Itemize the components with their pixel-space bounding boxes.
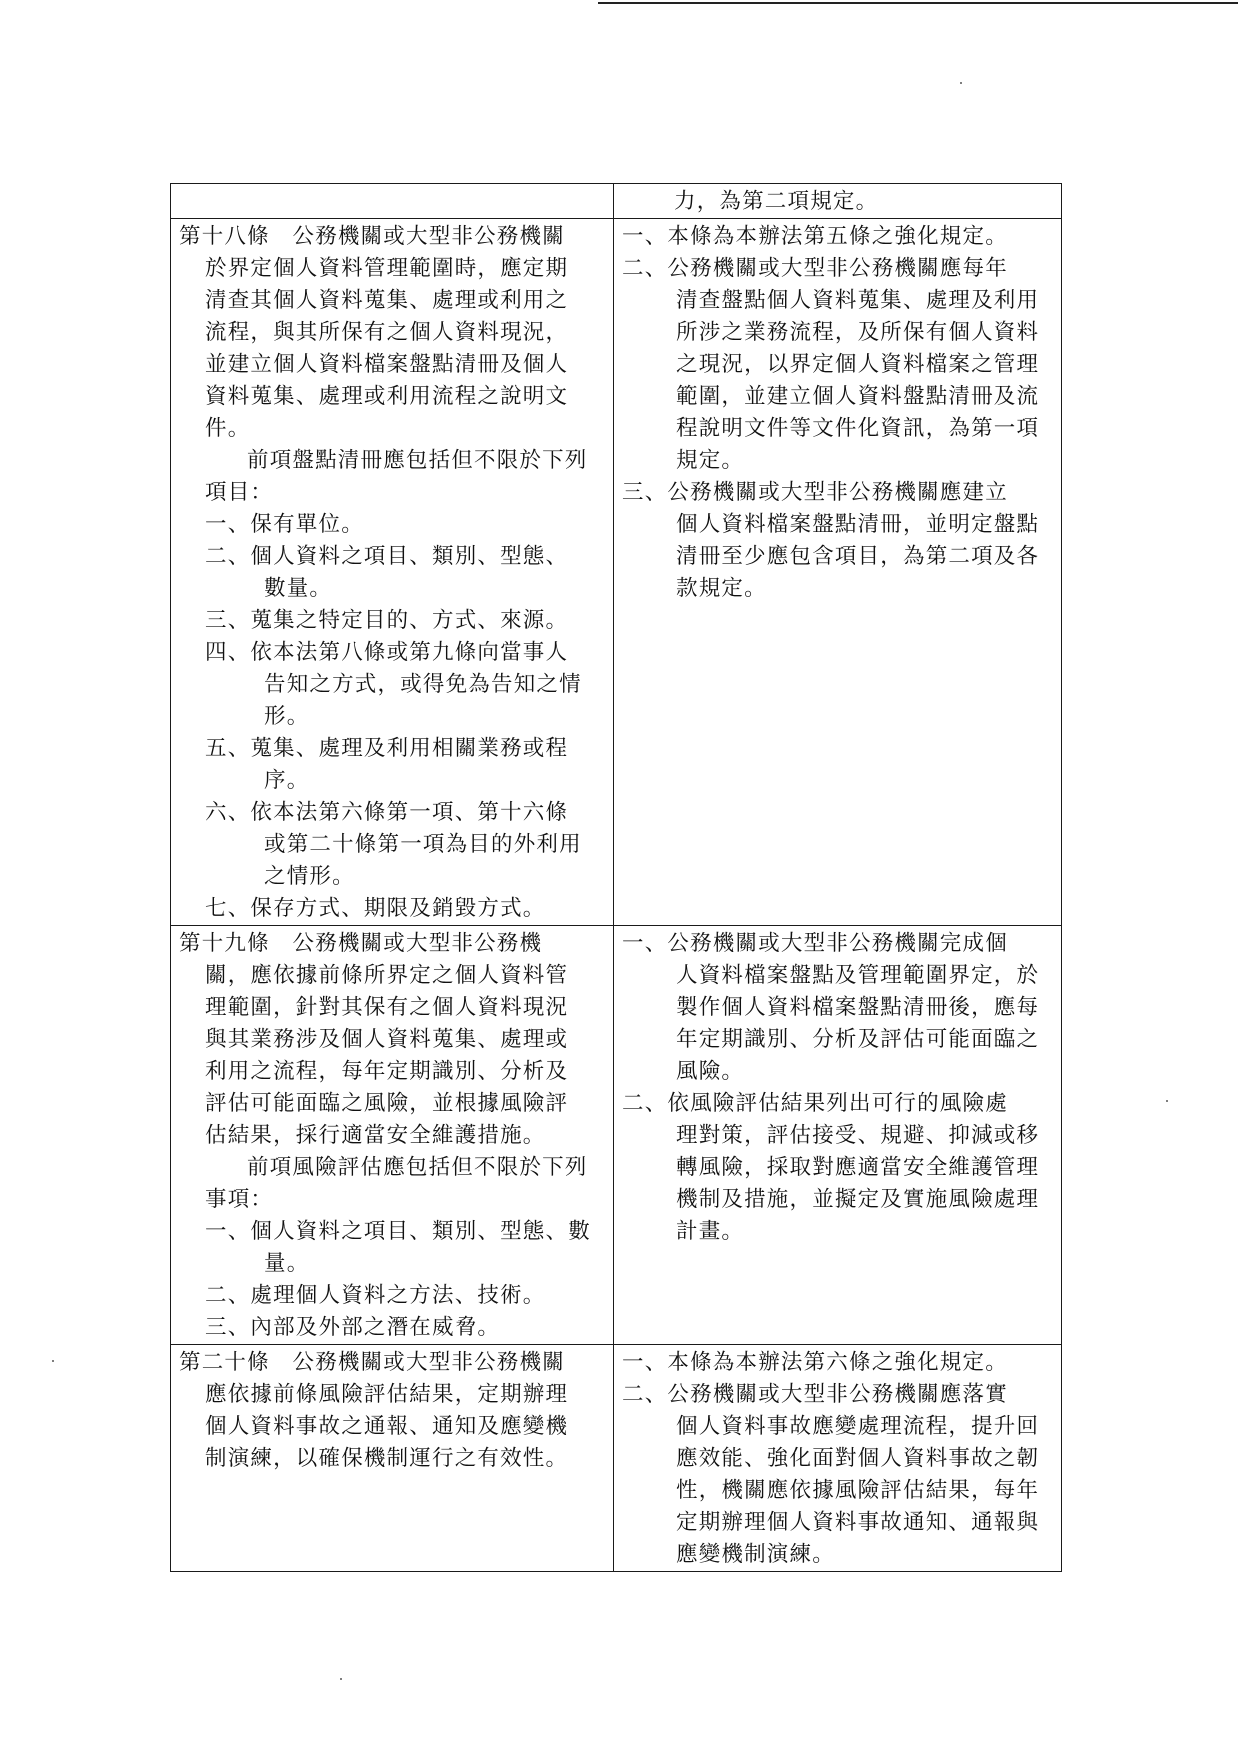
explanation-line: 二、公務機關或大型非公務機關應每年 bbox=[622, 256, 1008, 281]
explanation-line: 人資料檔案盤點及管理範圍界定，於 bbox=[676, 963, 1040, 988]
continuation-left-cell bbox=[171, 184, 614, 219]
article-text-line: 於界定個人資料管理範圍時，應定期 bbox=[205, 256, 569, 281]
explanation-line: 二、公務機關或大型非公務機關應落實 bbox=[622, 1382, 1008, 1407]
article-text-line: 關，應依據前條所界定之個人資料管 bbox=[205, 963, 569, 988]
explanation-line: 三、公務機關或大型非公務機關應建立 bbox=[622, 480, 1008, 505]
list-item-line: 三、內部及外部之潛在威脅。 bbox=[205, 1315, 501, 1340]
continuation-right-cell bbox=[614, 184, 1062, 219]
article-heading-line: 第十八條 公務機關或大型非公務機關 bbox=[179, 224, 565, 249]
explanation-line: 定期辦理個人資料事故通知、通報與 bbox=[676, 1510, 1040, 1535]
explanation-line: 年定期識別、分析及評估可能面臨之 bbox=[676, 1027, 1040, 1052]
explanation-line: 之現況，以界定個人資料檔案之管理 bbox=[676, 352, 1040, 377]
explanation-line: 一、本條為本辦法第五條之強化規定。 bbox=[622, 224, 1008, 249]
continuation-row bbox=[171, 184, 1062, 219]
article-heading-line: 第十九條 公務機關或大型非公務機 bbox=[179, 931, 543, 956]
explanation-line: 理對策，評估接受、規避、抑減或移 bbox=[676, 1123, 1040, 1148]
list-item-line: 七、保存方式、期限及銷毀方式。 bbox=[205, 896, 546, 921]
list-item-line: 一、個人資料之項目、類別、型態、數 bbox=[205, 1219, 591, 1244]
article-text-line: 利用之流程，每年定期識別、分析及 bbox=[205, 1059, 569, 1084]
explanation-line: 應變機制演練。 bbox=[676, 1542, 835, 1567]
explanation-line: 計畫。 bbox=[676, 1219, 745, 1244]
paragraph-line: 前項盤點清冊應包括但不限於下列 bbox=[247, 448, 588, 473]
explanation-line: 規定。 bbox=[676, 448, 745, 473]
article-text-line: 與其業務涉及個人資料蒐集、處理或 bbox=[205, 1027, 569, 1052]
list-item-line: 五、蒐集、處理及利用相關業務或程 bbox=[205, 736, 569, 761]
scan-speck bbox=[1166, 1100, 1168, 1102]
explanation-line: 所涉之業務流程，及所保有個人資料 bbox=[676, 320, 1040, 345]
paragraph-line: 前項風險評估應包括但不限於下列 bbox=[247, 1155, 588, 1180]
list-item-line: 四、依本法第八條或第九條向當事人 bbox=[205, 640, 569, 665]
article-20-explanation-cell bbox=[614, 1345, 1062, 1572]
article-text-line: 評估可能面臨之風險，並根據風險評 bbox=[205, 1091, 569, 1116]
article-19-row bbox=[171, 926, 1062, 1345]
explanation-line: 範圍，並建立個人資料盤點清冊及流 bbox=[676, 384, 1040, 409]
explanation-line: 程說明文件等文件化資訊，為第一項 bbox=[676, 416, 1040, 441]
explanation-line: 款規定。 bbox=[676, 576, 767, 601]
article-text-line: 應依據前條風險評估結果，定期辦理 bbox=[205, 1382, 569, 1407]
list-item-line: 一、保有單位。 bbox=[205, 512, 364, 537]
list-item-line: 形。 bbox=[264, 704, 310, 729]
article-20-text-cell bbox=[171, 1345, 614, 1572]
paragraph-line: 事項： bbox=[205, 1187, 274, 1212]
explanation-line: 風險。 bbox=[676, 1059, 745, 1084]
continuation-text: 力，為第二項規定。 bbox=[674, 189, 879, 214]
explanation-line: 個人資料檔案盤點清冊，並明定盤點 bbox=[676, 512, 1040, 537]
article-20-row bbox=[171, 1345, 1062, 1572]
explanation-line: 二、依風險評估結果列出可行的風險處 bbox=[622, 1091, 1008, 1116]
explanation-line: 應效能、強化面對個人資料事故之韌 bbox=[676, 1446, 1040, 1471]
scan-speck bbox=[960, 82, 962, 84]
list-item-line: 告知之方式，或得免為告知之情 bbox=[264, 672, 582, 697]
article-18-text-cell bbox=[171, 219, 614, 926]
article-text-line: 並建立個人資料檔案盤點清冊及個人 bbox=[205, 352, 569, 377]
explanation-line: 一、本條為本辦法第六條之強化規定。 bbox=[622, 1350, 1008, 1375]
article-text-line: 個人資料事故之通報、通知及應變機 bbox=[205, 1414, 569, 1439]
explanation-line: 清查盤點個人資料蒐集、處理及利用 bbox=[676, 288, 1040, 313]
article-text-line: 資料蒐集、處理或利用流程之說明文 bbox=[205, 384, 569, 409]
scan-speck bbox=[52, 1360, 54, 1362]
explanation-line: 機制及措施，並擬定及實施風險處理 bbox=[676, 1187, 1040, 1212]
comparison-table bbox=[170, 183, 1062, 1572]
article-heading-line: 第二十條 公務機關或大型非公務機關 bbox=[179, 1350, 565, 1375]
list-item-line: 二、個人資料之項目、類別、型態、 bbox=[205, 544, 569, 569]
article-text-line: 件。 bbox=[205, 416, 251, 441]
scan-speck bbox=[340, 1678, 342, 1680]
list-item-line: 之情形。 bbox=[264, 864, 355, 889]
explanation-line: 個人資料事故應變處理流程，提升回 bbox=[676, 1414, 1040, 1439]
article-18-row bbox=[171, 219, 1062, 926]
list-item-line: 二、處理個人資料之方法、技術。 bbox=[205, 1283, 546, 1308]
article-text-line: 理範圍，針對其保有之個人資料現況 bbox=[205, 995, 569, 1020]
article-text-line: 估結果，採行適當安全維護措施。 bbox=[205, 1123, 546, 1148]
list-item-line: 三、蒐集之特定目的、方式、來源。 bbox=[205, 608, 569, 633]
article-19-text-cell bbox=[171, 926, 614, 1345]
article-text-line: 清查其個人資料蒐集、處理或利用之 bbox=[205, 288, 569, 313]
explanation-line: 清冊至少應包含項目，為第二項及各 bbox=[676, 544, 1040, 569]
article-18-explanation-cell bbox=[614, 219, 1062, 926]
list-item-line: 序。 bbox=[264, 768, 310, 793]
explanation-line: 性，機關應依據風險評估結果，每年 bbox=[676, 1478, 1040, 1503]
article-text-line: 制演練，以確保機制運行之有效性。 bbox=[205, 1446, 569, 1471]
explanation-line: 一、公務機關或大型非公務機關完成個 bbox=[622, 931, 1008, 956]
explanation-line: 轉風險，採取對應適當安全維護管理 bbox=[676, 1155, 1040, 1180]
article-19-explanation-cell bbox=[614, 926, 1062, 1345]
scan-edge-line bbox=[598, 2, 1238, 4]
explanation-line: 製作個人資料檔案盤點清冊後，應每 bbox=[676, 995, 1040, 1020]
article-text-line: 流程，與其所保有之個人資料現況， bbox=[205, 320, 569, 345]
list-item-line: 六、依本法第六條第一項、第十六條 bbox=[205, 800, 569, 825]
paragraph-line: 項目： bbox=[205, 480, 274, 505]
list-item-line: 量。 bbox=[264, 1251, 310, 1276]
list-item-line: 或第二十條第一項為目的外利用 bbox=[264, 832, 582, 857]
list-item-line: 數量。 bbox=[264, 576, 333, 601]
